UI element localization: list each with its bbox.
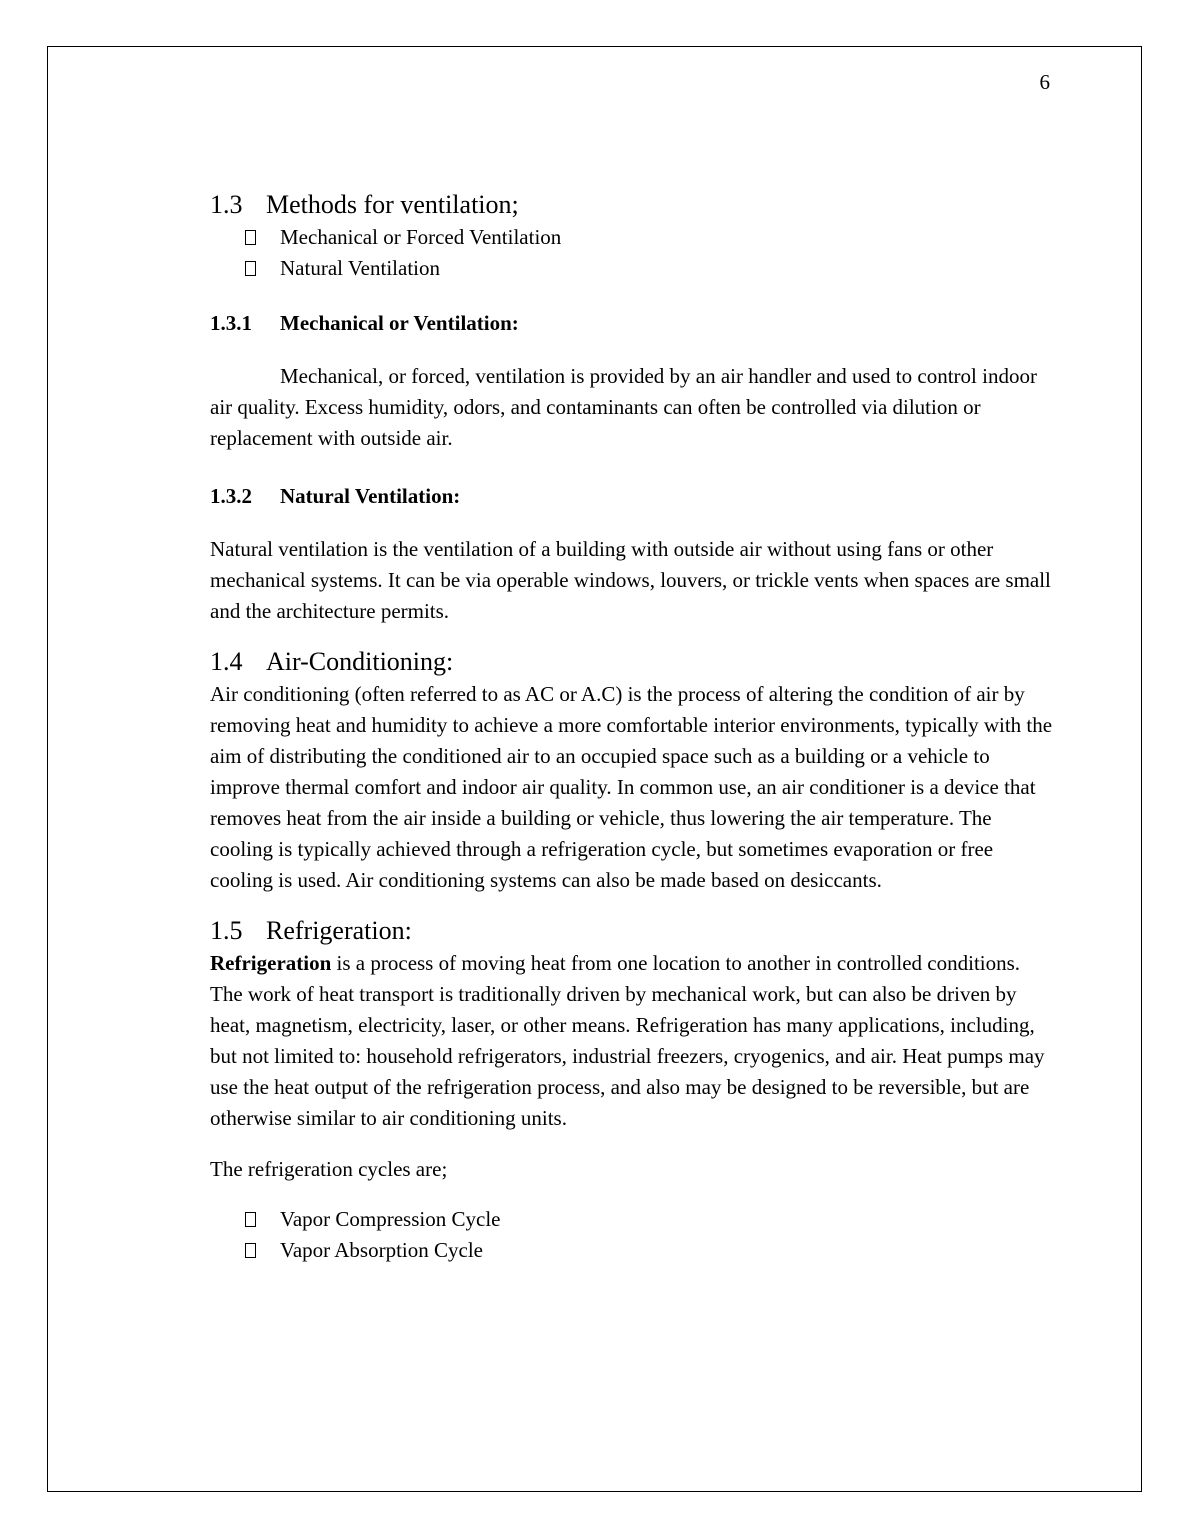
heading-1-3-2 — [210, 481, 1055, 511]
list-item-text: Vapor Absorption Cycle — [280, 1238, 483, 1262]
heading-number: 1.3.2 — [210, 484, 252, 508]
list-item-text: Natural Ventilation — [280, 256, 440, 280]
heading-title: Natural Ventilation: — [280, 484, 461, 508]
heading-number: 1.3.1 — [210, 311, 252, 335]
list-item — [210, 1235, 1055, 1266]
paragraph-air-conditioning: Air conditioning (often referred to as AC or A.C) is the process of altering the condition of air by removing heat and humidity to achieve a more comfortable interior environments, typically with the aim of distributing the conditioned air to an occupied space such as a building or a vehicle to improve thermal comfort and indoor air quality. In common use, an air conditioner is a device that removes heat from the air inside a building or vehicle, thus lowering the air temperature. The cooling is typically achieved through a refrigeration cycle, but sometimes evaporation or free cooling is used. Air conditioning systems can also be made based on desiccants. — [210, 682, 1053, 892]
heading-1-5 — [210, 914, 1055, 948]
heading-number: 1.3 — [210, 190, 243, 219]
paragraph-cycles-intro: The refrigeration cycles are; — [210, 1157, 448, 1181]
bold-term: Refrigeration — [210, 951, 332, 975]
paragraph-natural: Natural ventilation is the ventilation of a building with outside air without using fans or other mechanical systems. It can be via operable windows, louvers, or trickle vents when spaces are small and the architecture permits. — [210, 537, 1051, 623]
page-number: 6 — [1039, 70, 1050, 94]
heading-title: Mechanical or Ventilation: — [280, 311, 519, 335]
list-item-text: Vapor Compression Cycle — [280, 1207, 501, 1231]
list-item — [210, 222, 1055, 253]
refrigeration-cycles-list — [210, 1204, 1055, 1266]
bullet-icon — [245, 230, 256, 245]
list-item-text: Mechanical or Forced Ventilation — [280, 225, 562, 249]
heading-number: 1.5 — [210, 916, 243, 945]
list-item — [210, 1204, 1055, 1235]
bullet-icon — [245, 1243, 256, 1258]
heading-title: Methods for ventilation; — [266, 190, 519, 219]
heading-1-3-1 — [210, 308, 1055, 338]
heading-1-4 — [210, 645, 1055, 679]
heading-1-3 — [210, 188, 1055, 222]
list-item — [210, 253, 1055, 284]
ventilation-methods-list — [210, 222, 1055, 284]
heading-title: Air-Conditioning: — [266, 647, 454, 676]
bullet-icon — [245, 1212, 256, 1227]
heading-title: Refrigeration: — [266, 916, 412, 945]
bullet-icon — [245, 261, 256, 276]
paragraph-text: is a process of moving heat from one location to another in controlled conditions. The work of heat transport is traditionally driven by mechanical work, but can also be driven by heat, magnetism, electricity, laser, or other means. Refrigeration has many applications, including, but not limited to: household refrigerators, industrial freezers, cryogenics, and air. Heat pumps may use the heat output of the refrigeration process, and also may be designed to be reversible, but are otherwise similar to air conditioning units. — [210, 951, 1045, 1130]
paragraph-refrigeration — [210, 948, 1055, 1134]
paragraph-mechanical: Mechanical, or forced, ventilation is provided by an air handler and used to control indoor air quality. Excess humidity, odors, and contaminants can often be controlled via dilution or replacement with outside air. — [210, 364, 1037, 450]
heading-number: 1.4 — [210, 647, 243, 676]
document-body — [210, 188, 1055, 1266]
